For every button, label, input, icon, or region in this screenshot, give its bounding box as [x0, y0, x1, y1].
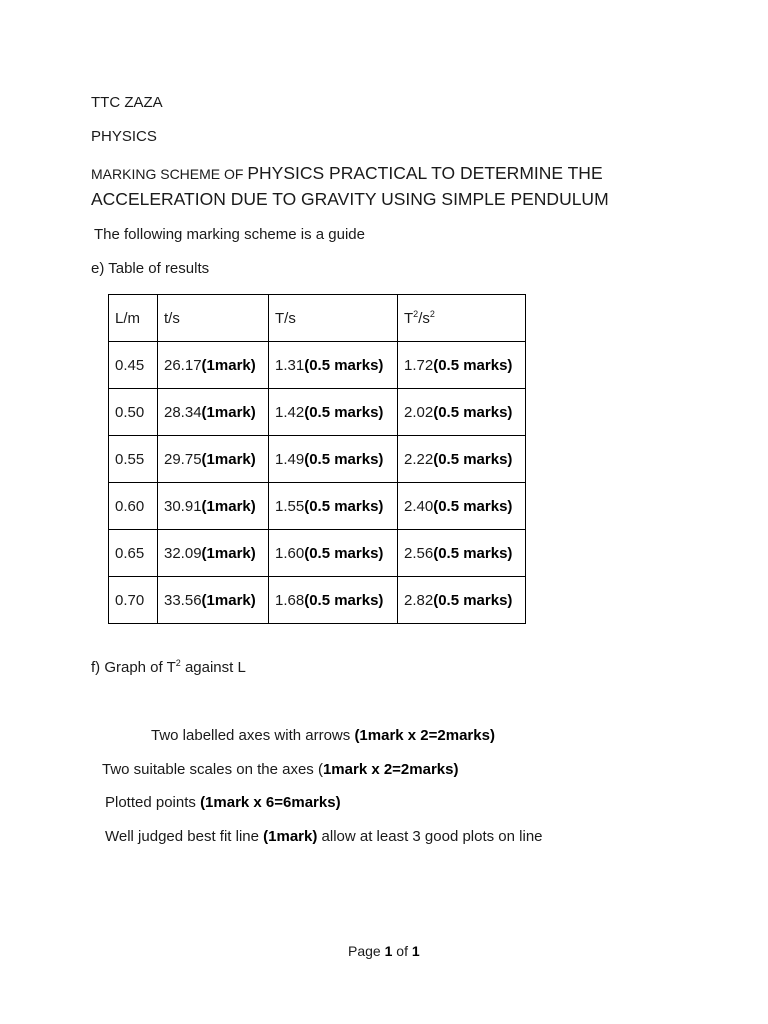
time-value: 30.91 [164, 497, 202, 515]
table-cell [158, 530, 269, 577]
column-header-superscript: 2 [429, 308, 435, 319]
table-cell [269, 436, 398, 483]
criterion-text: Two labelled axes with arrows [151, 727, 355, 744]
period-squared-value: 2.82 [404, 591, 434, 609]
table-cell [109, 483, 158, 530]
column-header-label: T/s [275, 309, 296, 327]
table-cell [158, 483, 269, 530]
column-header [269, 295, 398, 342]
table-cell [398, 436, 526, 483]
time-value: 26.17 [164, 356, 202, 374]
time-mark: (1mark) [201, 591, 256, 609]
table-cell [398, 483, 526, 530]
criterion-marks: (1mark x 6=6marks) [200, 794, 341, 811]
period-value: 1.31 [275, 356, 305, 374]
table-cell [269, 389, 398, 436]
section-f-heading-suffix: against L [180, 659, 246, 676]
section-e-heading: e) Table of results [91, 260, 210, 277]
period-squared-mark: (0.5 marks) [433, 403, 513, 421]
column-header-superscript: 2 [413, 308, 419, 319]
period-squared-mark: (0.5 marks) [433, 591, 513, 609]
period-mark: (0.5 marks) [304, 356, 384, 374]
table-header-row [109, 295, 526, 342]
criterion-labelled-axes [151, 727, 495, 744]
time-value: 32.09 [164, 544, 202, 562]
column-header-unit: /s [418, 309, 430, 327]
column-header [398, 295, 526, 342]
criterion-plotted-points [105, 794, 341, 811]
criterion-marks: 1mark x 2=2marks) [322, 761, 459, 778]
school-name: TTC ZAZA [91, 94, 163, 111]
column-header [158, 295, 269, 342]
period-value: 1.42 [275, 403, 305, 421]
length-value: 0.60 [115, 497, 145, 515]
length-value: 0.55 [115, 450, 145, 468]
period-value: 1.49 [275, 450, 305, 468]
table-cell [158, 577, 269, 624]
time-value: 33.56 [164, 591, 202, 609]
table-row [109, 389, 526, 436]
period-mark: (0.5 marks) [304, 497, 384, 515]
column-header [109, 295, 158, 342]
time-mark: (1mark) [201, 497, 256, 515]
page-current: 1 [384, 943, 393, 959]
table-cell [269, 342, 398, 389]
table-cell [398, 342, 526, 389]
table-cell [158, 389, 269, 436]
results-table-body [109, 295, 526, 624]
criterion-note: allow at least 3 good plots on line [317, 828, 543, 845]
table-row [109, 483, 526, 530]
intro-text: The following marking scheme is a guide [94, 226, 365, 243]
subject-heading: PHYSICS [91, 128, 157, 145]
table-row [109, 436, 526, 483]
page-of: of [392, 943, 412, 959]
page-label: Page [348, 943, 385, 959]
section-f-heading [91, 659, 246, 676]
criterion-text: Two suitable scales on the axes ( [102, 761, 323, 778]
period-squared-value: 2.22 [404, 450, 434, 468]
criterion-suitable-scales [102, 761, 458, 778]
table-cell [269, 530, 398, 577]
length-value: 0.70 [115, 591, 145, 609]
length-value: 0.65 [115, 544, 145, 562]
period-mark: (0.5 marks) [304, 544, 384, 562]
table-cell [109, 342, 158, 389]
column-header-label: t/s [164, 309, 180, 327]
period-squared-mark: (0.5 marks) [433, 450, 513, 468]
period-value: 1.68 [275, 591, 305, 609]
table-cell [269, 577, 398, 624]
table-cell [109, 530, 158, 577]
section-f-heading-superscript: 2 [175, 658, 181, 668]
table-cell [109, 436, 158, 483]
period-mark: (0.5 marks) [304, 591, 384, 609]
page-total: 1 [411, 943, 420, 959]
table-cell [398, 389, 526, 436]
table-row [109, 577, 526, 624]
period-squared-mark: (0.5 marks) [433, 356, 513, 374]
table-cell [398, 530, 526, 577]
criterion-marks: (1mark x 2=2marks) [354, 727, 495, 744]
length-value: 0.45 [115, 356, 145, 374]
criterion-text: Well judged best fit line [105, 828, 264, 845]
time-mark: (1mark) [201, 403, 256, 421]
period-squared-value: 1.72 [404, 356, 434, 374]
criterion-marks: (1mark) [263, 828, 318, 845]
period-squared-mark: (0.5 marks) [433, 544, 513, 562]
period-value: 1.55 [275, 497, 305, 515]
table-cell [269, 483, 398, 530]
period-mark: (0.5 marks) [304, 450, 384, 468]
column-header-label: L/m [115, 309, 141, 327]
time-mark: (1mark) [201, 544, 256, 562]
period-squared-value: 2.40 [404, 497, 434, 515]
table-row [109, 530, 526, 577]
document-title [91, 163, 603, 184]
time-mark: (1mark) [201, 450, 256, 468]
criterion-text: Plotted points [105, 794, 201, 811]
time-value: 28.34 [164, 403, 202, 421]
results-table [108, 294, 526, 624]
column-header-label: T [404, 309, 414, 327]
table-cell [398, 577, 526, 624]
page-number [348, 943, 420, 959]
period-value: 1.60 [275, 544, 305, 562]
time-value: 29.75 [164, 450, 202, 468]
table-cell [109, 577, 158, 624]
period-squared-value: 2.56 [404, 544, 434, 562]
section-f-heading-text: f) Graph of T [91, 659, 176, 676]
period-mark: (0.5 marks) [304, 403, 384, 421]
criterion-best-fit-line [105, 828, 543, 845]
length-value: 0.50 [115, 403, 145, 421]
table-cell [158, 342, 269, 389]
time-mark: (1mark) [201, 356, 256, 374]
title-line-1: PHYSICS PRACTICAL TO DETERMINE THE [247, 163, 603, 183]
period-squared-mark: (0.5 marks) [433, 497, 513, 515]
table-cell [158, 436, 269, 483]
title-prefix: MARKING SCHEME OF [91, 166, 248, 182]
period-squared-value: 2.02 [404, 403, 434, 421]
title-line-2: ACCELERATION DUE TO GRAVITY USING SIMPLE PENDULUM [91, 189, 609, 209]
table-cell [109, 389, 158, 436]
table-row [109, 342, 526, 389]
